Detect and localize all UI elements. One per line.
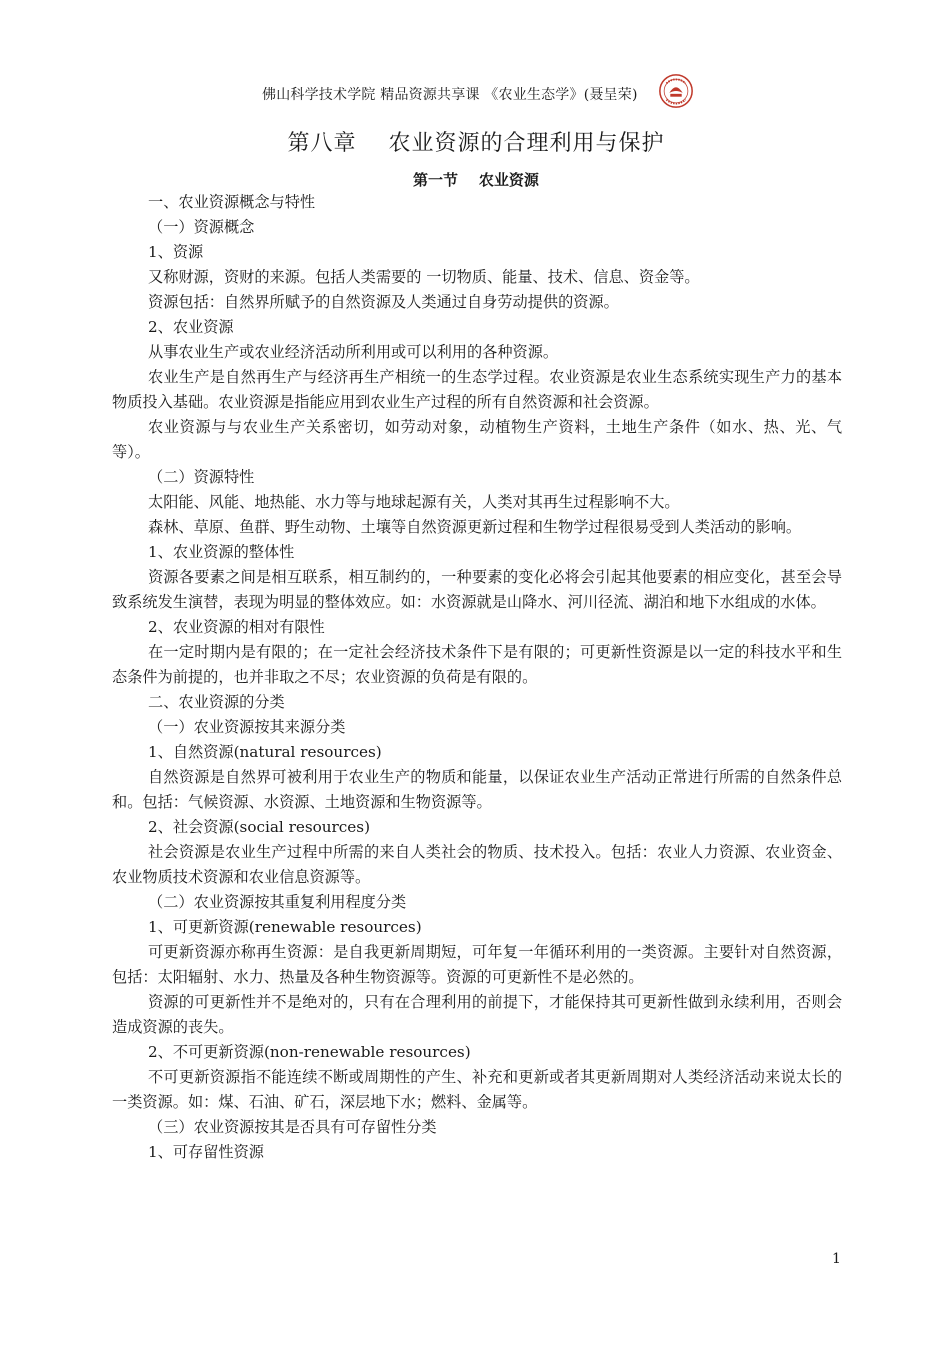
body-text [112, 190, 842, 1165]
university-seal-icon [657, 72, 695, 110]
paragraph: 2、农业资源的相对有限性 [148, 618, 325, 636]
paragraph: 太阳能、风能、地热能、水力等与地球起源有关，人类对其再生过程影响不大。 [148, 493, 680, 511]
paragraph: （二）农业资源按其重复利用程度分类 [148, 893, 407, 911]
paragraph: （三）农业资源按其是否具有可存留性分类 [148, 1118, 437, 1136]
paragraph: 又称财源，资财的来源。包括人类需要的 一切物质、能量、技术、信息、资金等。 [148, 268, 700, 286]
paragraph: 1、可存留性资源 [148, 1143, 264, 1161]
paragraph: 资源包括：自然界所赋予的自然资源及人类通过自身劳动提供的资源。 [148, 293, 619, 311]
paragraph: 一、农业资源概念与特性 [148, 193, 316, 211]
paragraph: 农业生产是自然再生产与经济再生产相统一的生态学过程。农业资源是农业生态系统实现生产力的基本物质投入基础。农业资源是指能应用到农业生产过程的所有自然资源和社会资源。 [112, 368, 842, 411]
paragraph: 不可更新资源指不能连续不断或周期性的产生、补充和更新或者其更新周期对人类经济活动来说太长的一类资源。如：煤、石油、矿石，深层地下水；燃料、金属等。 [112, 1068, 842, 1111]
paragraph: 农业资源与与农业生产关系密切，如劳动对象，动植物生产资料，土地生产条件（如水、热、光、气等）。 [112, 418, 842, 461]
paragraph: 1、可更新资源(renewable resources) [148, 918, 422, 936]
section-title: 第一节 农业资源 [413, 171, 539, 189]
paragraph: （一）农业资源按其来源分类 [148, 718, 346, 736]
paragraph: 2、农业资源 [148, 318, 234, 336]
paragraph: 资源的可更新性并不是绝对的，只有在合理利用的前提下，才能保持其可更新性做到永续利用，否则会造成资源的丧失。 [112, 993, 842, 1036]
header-text: 佛山科学技术学院 精品资源共享课 《农业生态学》(聂呈荣) [262, 87, 638, 103]
paragraph: （一）资源概念 [148, 218, 255, 236]
paragraph: 二、农业资源的分类 [148, 693, 285, 711]
page-header [0, 82, 952, 106]
page-number: 1 [832, 1251, 841, 1267]
paragraph: 1、资源 [148, 243, 204, 261]
paragraph: 资源各要素之间是相互联系，相互制约的，一种要素的变化必将会引起其他要素的相应变化，甚至会导致系统发生演替，表现为明显的整体效应。如：水资源就是山降水、河川径流、湖泊和地下水组成的水体。 [112, 568, 842, 611]
paragraph: 在一定时期内是有限的；在一定社会经济技术条件下是有限的；可更新性资源是以一定的科技水平和生态条件为前提的，也并非取之不尽；农业资源的负荷是有限的。 [112, 643, 842, 686]
paragraph: 1、自然资源(natural resources) [148, 743, 382, 761]
paragraph: 1、农业资源的整体性 [148, 543, 295, 561]
paragraph: 可更新资源亦称再生资源：是自我更新周期短，可年复一年循环利用的一类资源。主要针对自然资源，包括：太阳辐射、水力、热量及各种生物资源等。资源的可更新性不是必然的。 [112, 943, 842, 986]
paragraph: 2、社会资源(social resources) [148, 818, 371, 836]
paragraph: 森林、草原、鱼群、野生动物、土壤等自然资源更新过程和生物学过程很易受到人类活动的影响。 [148, 518, 802, 536]
paragraph: 从事农业生产或农业经济活动所利用或可以利用的各种资源。 [148, 343, 559, 361]
paragraph: 2、不可更新资源(non-renewable resources) [148, 1043, 471, 1061]
paragraph: 自然资源是自然界可被利用于农业生产的物质和能量，以保证农业生产活动正常进行所需的自然条件总和。包括：气候资源、水资源、土地资源和生物资源等。 [112, 768, 842, 811]
paragraph: 社会资源是农业生产过程中所需的来自人类社会的物质、技术投入。包括：农业人力资源、农业资金、农业物质技术资源和农业信息资源等。 [112, 843, 842, 886]
chapter-title: 第八章 农业资源的合理利用与保护 [287, 131, 665, 156]
paragraph: （二）资源特性 [148, 468, 255, 486]
